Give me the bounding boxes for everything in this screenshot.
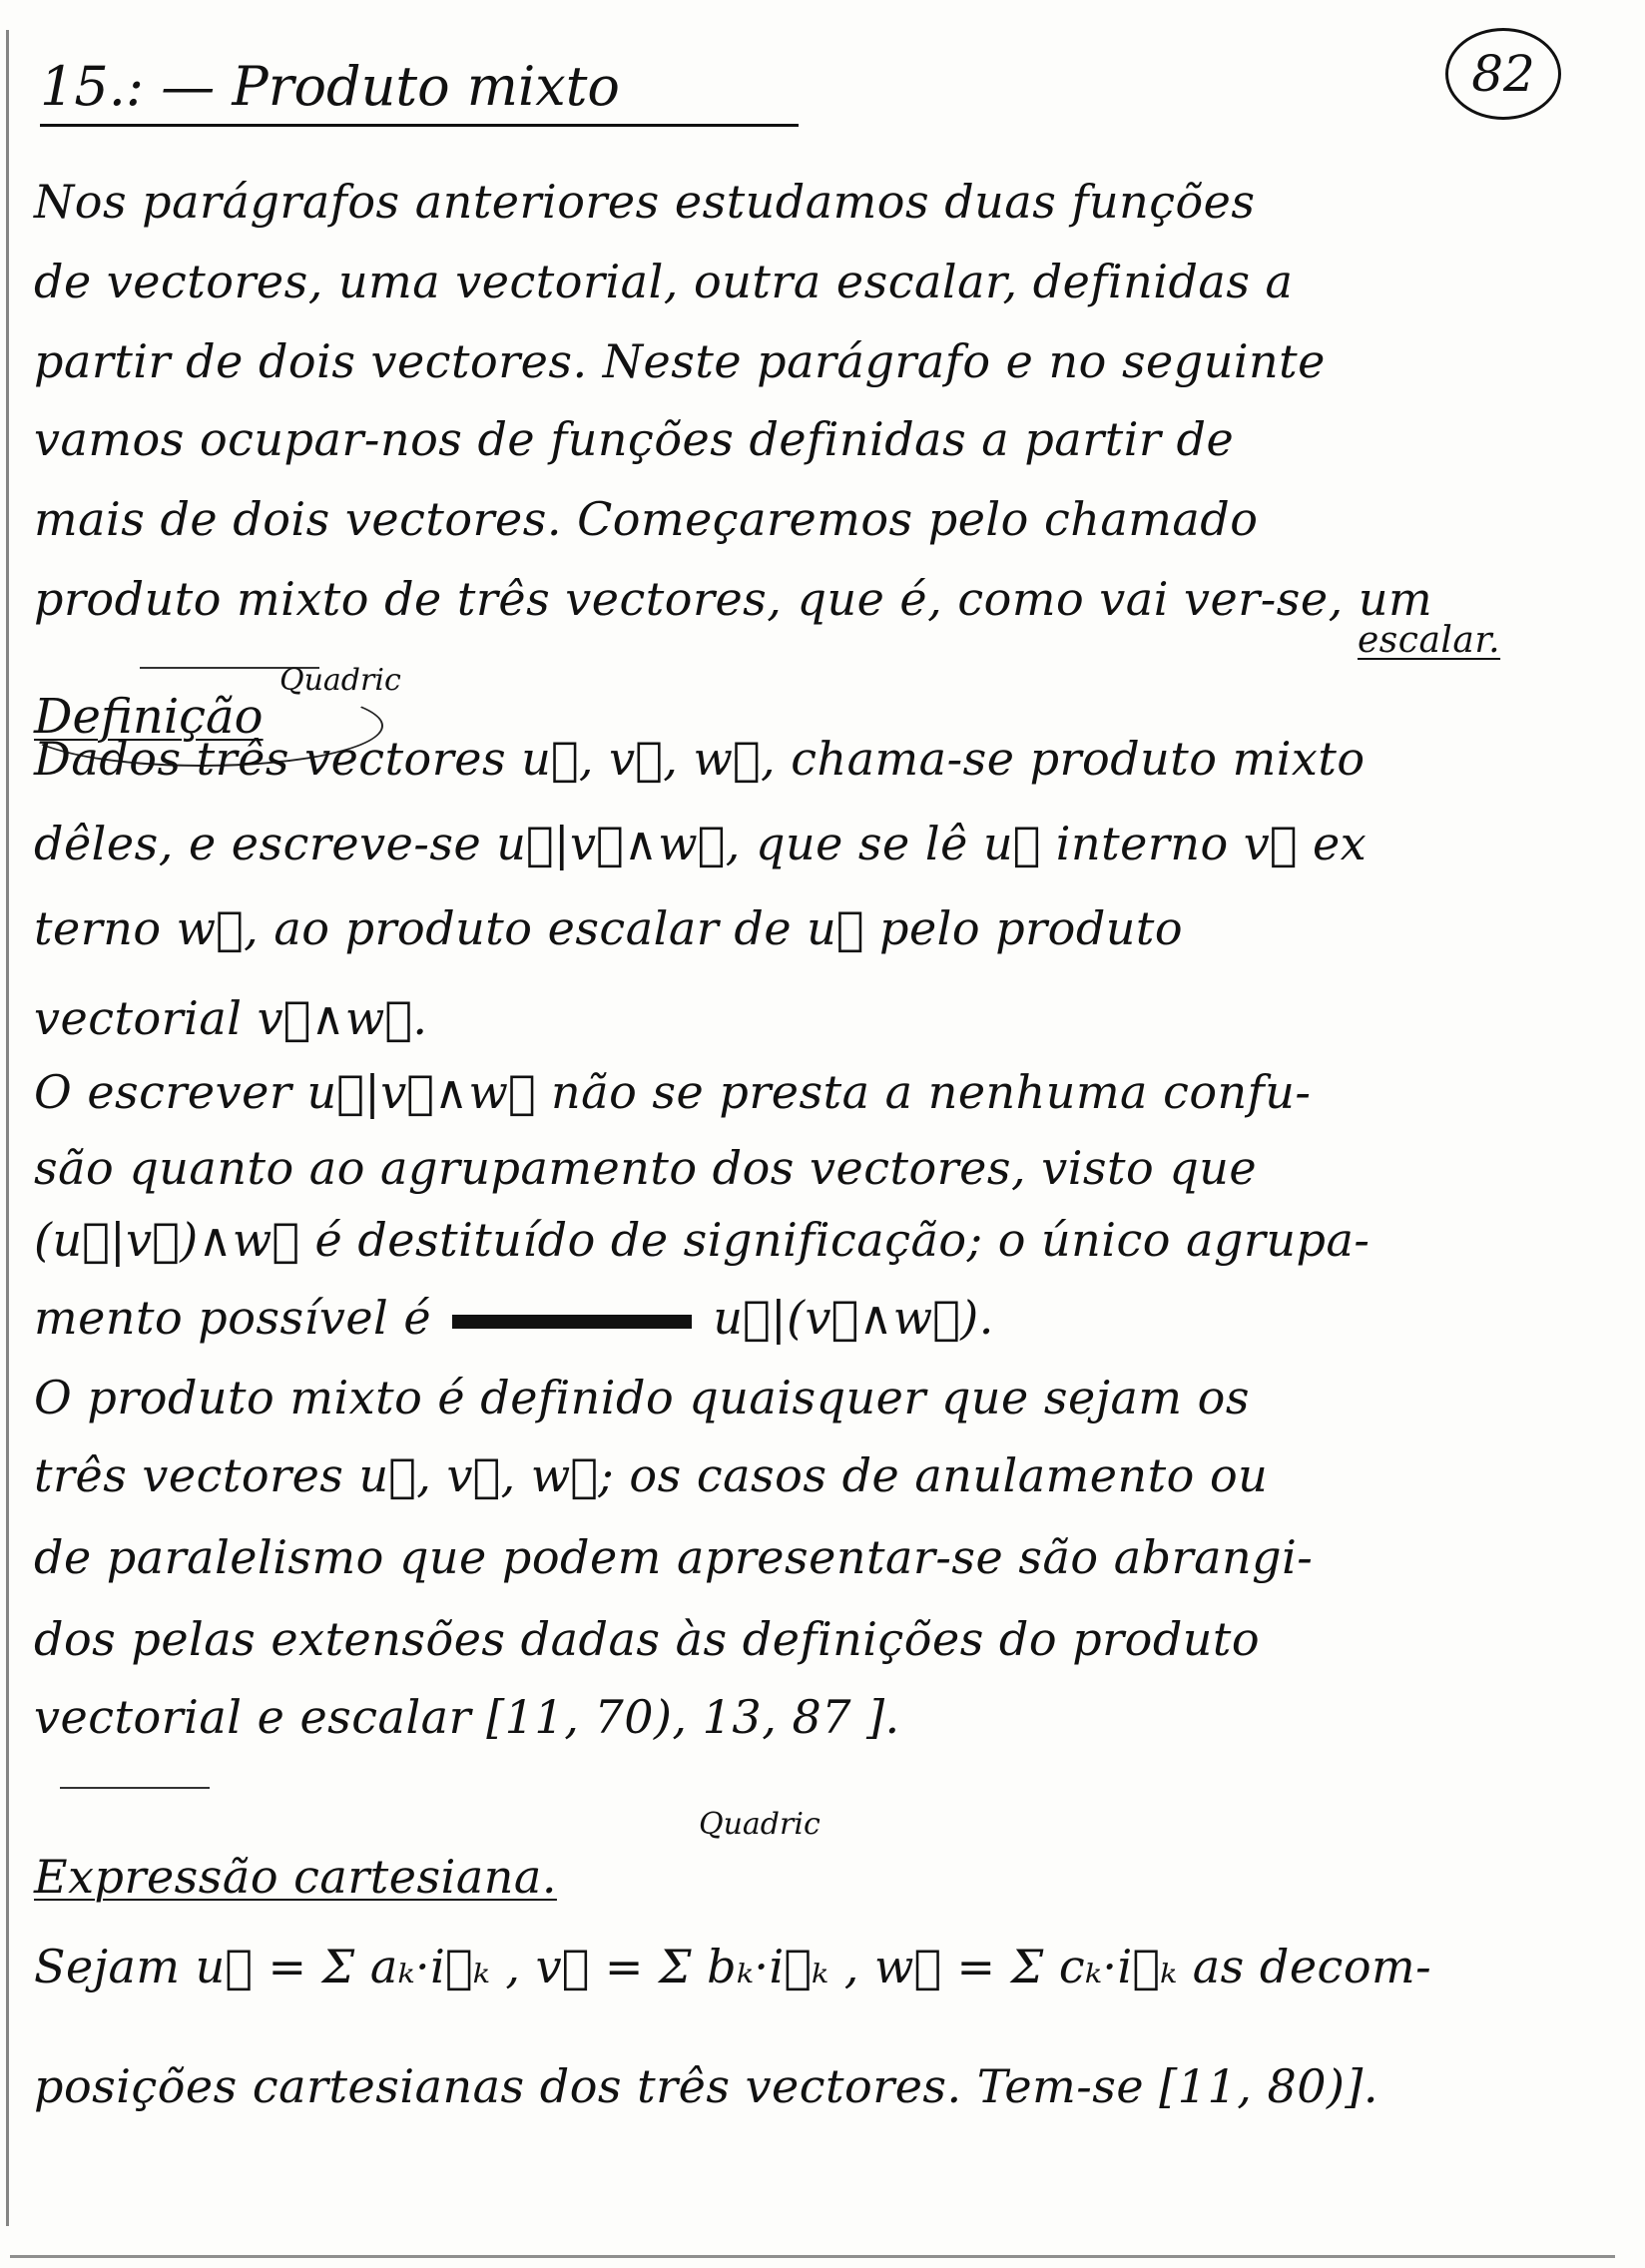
definition-line-2: dêles, e escreve-se u⃗|v⃗∧w⃗, que se lê u⃗ interno v⃗ ex <box>34 817 1368 870</box>
page-number: 82 <box>1445 28 1561 120</box>
cartesian-heading: Expressão cartesiana. <box>34 1850 557 1904</box>
crossed-out-word <box>452 1315 692 1329</box>
definition-line-8-expr: u⃗|(v⃗∧w⃗). <box>713 1291 994 1345</box>
definition-line-3: terno w⃗, ao produto escalar de u⃗ pelo produto <box>34 901 1184 955</box>
section-rule-2 <box>60 1787 210 1789</box>
definition-line-5: O escrever u⃗|v⃗∧w⃗ não se presta a nenhuma confu- <box>34 1065 1312 1119</box>
definition-line-8: mento possível é <box>34 1291 432 1345</box>
title-underline <box>40 124 799 127</box>
intro-line-5: mais de dois vectores. Começaremos pelo chamado <box>34 492 1259 546</box>
cartesian-line-1: Sejam u⃗ = Σ aₖ·i⃗ₖ , v⃗ = Σ bₖ·i⃗ₖ , w⃗ = Σ cₖ·i⃗ₖ as decom- <box>34 1940 1432 1993</box>
definition-line-11: de paralelismo que podem apresentar-se são abrangi- <box>34 1530 1314 1584</box>
definition-line-4: vectorial v⃗∧w⃗. <box>34 991 428 1045</box>
definition-line-9: O produto mixto é definido quaisquer que sejam os <box>34 1371 1250 1424</box>
definition-heading: Definição <box>34 689 264 745</box>
intro-line-2: de vectores, uma vectorial, outra escalar, definidas a <box>34 255 1294 308</box>
cartesian-line-2: posições cartesianas dos três vectores. Tem-se [11, 80)]. <box>34 2059 1379 2113</box>
left-margin-line <box>6 30 9 2226</box>
definition-annotation: Quadric <box>279 663 401 698</box>
definition-line-1: Dados três vectores u⃗, v⃗, w⃗, chama-se produto mixto <box>34 732 1366 786</box>
bottom-edge-line <box>10 2255 1615 2258</box>
definition-line-12: dos pelas extensões dadas às definições do produto <box>34 1612 1261 1666</box>
definition-line-7: (u⃗|v⃗)∧w⃗ é destituído de significação; o único agrupa- <box>34 1213 1371 1267</box>
intro-line-1: Nos parágrafos anteriores estudamos duas funções <box>34 175 1256 229</box>
intro-line-4: vamos ocupar-nos de funções definidas a partir de <box>34 412 1235 466</box>
definition-line-6: são quanto ao agrupamento dos vectores, visto que <box>34 1141 1258 1195</box>
intro-line-3: partir de dois vectores. Neste parágrafo e no seguinte <box>34 334 1326 388</box>
definition-line-8-group <box>34 1288 994 1348</box>
intro-line-7: escalar. <box>1358 620 1501 661</box>
definition-line-10: três vectores u⃗, v⃗, w⃗; os casos de anulamento ou <box>34 1448 1269 1502</box>
intro-line-6: produto mixto de três vectores, que é, como vai ver-se, um <box>34 572 1433 626</box>
definition-line-13: vectorial e escalar [11, 70), 13, 87 ]. <box>34 1690 900 1744</box>
section-title: 15.: — Produto mixto <box>40 55 620 118</box>
cartesian-annotation: Quadric <box>699 1807 821 1842</box>
